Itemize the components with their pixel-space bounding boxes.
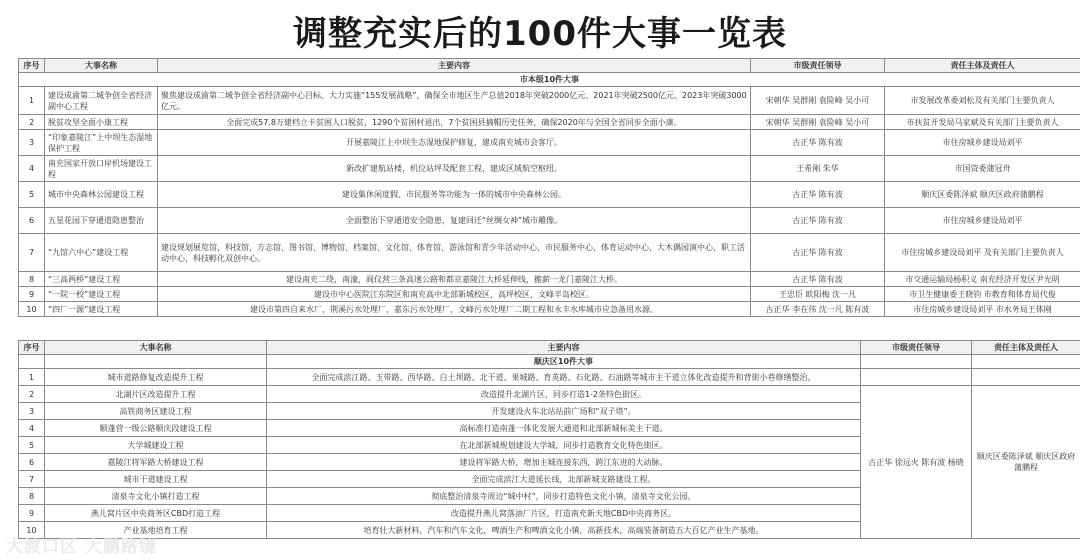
cell-leader: 古正华 陈有波 <box>751 182 885 208</box>
table-row <box>19 287 1080 302</box>
cell-owner: 市卫生健康委王晓钧 市教育和体育局代俊 <box>885 287 1080 302</box>
header-owner: 责任主体及责任人 <box>885 59 1080 73</box>
cell-content: 在北部新城规划建设大学城，同步打造教育文化特色街区。 <box>267 437 861 454</box>
cell-content: 开展嘉陵江上中坝生态湿地保护修复，建成南充城市会客厅。 <box>158 130 751 156</box>
cell-no: 2 <box>19 386 45 403</box>
district-leaders: 古正华 徐远火 陈有波 杨晓 <box>861 386 972 539</box>
cell-name: 城市道路修复改造提升工程 <box>45 369 267 386</box>
table-header-row <box>19 59 1080 73</box>
cell-name: 大学城建设工程 <box>45 437 267 454</box>
section-label: 市本级10件大事 <box>19 73 1080 87</box>
table-header-row <box>19 341 1080 355</box>
header-content: 主要内容 <box>158 59 751 73</box>
cell-name: 城市中央森林公园建设工程 <box>45 182 158 208</box>
cell-content: 建设将军路大桥，增加主城连接东西，跨江东进的大动脉。 <box>267 454 861 471</box>
table-row <box>19 234 1080 272</box>
section-label: 顺庆区10件大事 <box>267 355 861 369</box>
cell-name: “印象嘉陵江”上中坝生态湿地保护工程 <box>45 130 158 156</box>
cell-name: “四厂一源”建设工程 <box>45 302 158 317</box>
header-no: 序号 <box>19 59 45 73</box>
table-row <box>19 302 1080 317</box>
cell-owner: 市扶贫开发局马家斌及有关部门主要负责人 <box>885 115 1080 130</box>
cell-no: 3 <box>19 130 45 156</box>
header-name: 大事名称 <box>45 341 267 355</box>
table-row <box>19 386 1080 403</box>
cell-content: 建设市第四自来水厂，荆溪污水处理厂，嘉东污水处理厂，文峰污水处理厂二期工程和永丰水库城市应急备用水源。 <box>158 302 751 317</box>
cell-content: 聚焦建设成渝第二城争创全省经济副中心目标、大力实施“155发展战略”，确保全市地区生产总值2018年突破2000亿元、2021年突破2500亿元、2023年突破3000亿元。 <box>158 87 751 115</box>
table-row <box>19 130 1080 156</box>
cell-no: 7 <box>19 234 45 272</box>
cell-owner: 市住房城乡建设局刘平 <box>885 130 1080 156</box>
cell-content: 开发建设火车北站站前广场和“双子塔”。 <box>267 403 861 420</box>
cell-name: 嘉陵江将军路大桥建设工程 <box>45 454 267 471</box>
cell-name: 清泉寺文化小镇打造工程 <box>45 488 267 505</box>
cell-no: 9 <box>19 505 45 522</box>
cell-no: 7 <box>19 471 45 488</box>
table-row <box>19 369 1080 386</box>
cell-name: 脱贫攻坚全面小康工程 <box>45 115 158 130</box>
page-title: 调整充实后的100件大事一览表 <box>293 14 787 54</box>
header-name: 大事名称 <box>45 59 158 73</box>
cell-no: 6 <box>19 454 45 471</box>
cell-content: 高标准打造南蓬一体化发展大通道和北部新城标美主干道。 <box>267 420 861 437</box>
cell-leader: 宋朝华 吴群刚 袁险峰 吴小可 <box>751 115 885 130</box>
cell-no: 4 <box>19 420 45 437</box>
cell-no: 3 <box>19 403 45 420</box>
cell-content: 新改扩建航站楼，机位站坪及配套工程，建成区域航空枢纽。 <box>158 156 751 182</box>
cell-no: 1 <box>19 369 45 386</box>
cell-no: 6 <box>19 208 45 234</box>
cell-no: 1 <box>19 87 45 115</box>
cell-owner: 顺庆区委陈泽斌 顺庆区政府蒲鹏程 <box>885 182 1080 208</box>
cell-name: “一院一校”建设工程 <box>45 287 158 302</box>
cell-leader: 古正华 陈有波 <box>751 272 885 287</box>
cell-owner: 市住房城乡建设局刘平 <box>885 208 1080 234</box>
cell-leader: 王忠臣 欧阳梅 沈一凡 <box>751 287 885 302</box>
cell-content: 建设规划展览馆，科技馆，方志馆，图书馆，博物馆，档案馆，文化馆，体育馆，游泳馆和青少年活动中心，市民服务中心，体育运动中心，大木偶园演中心，职工活动中心，科技孵化双创中心。 <box>158 234 751 272</box>
cell-content: 全面完成57.8万建档立卡贫困人口脱贫，1290个贫困村退出，7个贫困县摘帽历史任务，确保2020年与全国全省同步全面小康。 <box>158 115 751 130</box>
cell-owner: 市发展改革委刘松及有关部门主要负责人 <box>885 87 1080 115</box>
cell-content: 建设集休闲度假、市民服务等功能为一体的城市中央森林公园。 <box>158 182 751 208</box>
cell-no: 8 <box>19 488 45 505</box>
cell-owner: 市交通运输局杨积义 南充经济开发区尹光明 <box>885 272 1080 287</box>
cell-owner: 市国资委蒲冠舟 <box>885 156 1080 182</box>
cell-name: 南充国家开放口岸机场建设工程 <box>45 156 158 182</box>
cell-name: 北湖片区改造提升工程 <box>45 386 267 403</box>
district-owner: 顺庆区委陈泽斌 顺庆区政府蒲鹏程 <box>972 386 1080 539</box>
cell-content: 全面整治下穿通道安全隐患，复建回迁“丝绸女神”城市雕像。 <box>158 208 751 234</box>
cell-leader: 古正华 陈有波 <box>751 208 885 234</box>
cell-leader: 古正华 陈有波 <box>751 234 885 272</box>
cell-no: 8 <box>19 272 45 287</box>
cell-name: “九馆六中心”建设工程 <box>45 234 158 272</box>
cell-content: 改造提升北湖片区，同步打造1-2条特色街区。 <box>267 386 861 403</box>
table-city-events <box>18 58 1080 317</box>
cell-name: 高铁商务区建设工程 <box>45 403 267 420</box>
cell-owner: 市住房城乡建设局刘平 市水务局王体刚 <box>885 302 1080 317</box>
table-row <box>19 182 1080 208</box>
cell-name: “三高两桥”建设工程 <box>45 272 158 287</box>
header-leader: 市级责任领导 <box>861 341 972 355</box>
table-row <box>19 87 1080 115</box>
header-no: 序号 <box>19 341 45 355</box>
cell-name: 五星花园下穿通道隐患整治 <box>45 208 158 234</box>
watermark: 大渡口区 大鹏路镜 <box>6 537 157 557</box>
section-row <box>19 355 1080 369</box>
cell-name: 顺蓬营一级公路顺庆段建设工程 <box>45 420 267 437</box>
cell-no: 10 <box>19 522 45 539</box>
cell-no: 10 <box>19 302 45 317</box>
cell-owner: 市住房城乡建设局刘平 及有关部门主要负责人 <box>885 234 1080 272</box>
cell-name: 城市干道建设工程 <box>45 471 267 488</box>
cell-content: 培育壮大新材料，汽车和汽车文化，啤酒生产和啤酒文化小镇，高新技术，高端装备制造五大百亿产业生产基地。 <box>267 522 861 539</box>
cell-content: 彻底整治清泉寺周边“城中村”，同步打造特色文化小镇，清泉寺文化公园。 <box>267 488 861 505</box>
table-row <box>19 115 1080 130</box>
cell-name: 燕儿窝片区中央商务区CBD打造工程 <box>45 505 267 522</box>
table-row <box>19 208 1080 234</box>
cell-leader: 古正华 陈有波 <box>751 130 885 156</box>
cell-name: 建设成渝第二城争创全省经济副中心工程 <box>45 87 158 115</box>
cell-no: 4 <box>19 156 45 182</box>
header-leader: 市级责任领导 <box>751 59 885 73</box>
header-content: 主要内容 <box>267 341 861 355</box>
table-row <box>19 272 1080 287</box>
cell-content: 全面完成滨江大道延长线，北部新城支路建设工程。 <box>267 471 861 488</box>
table-row <box>19 156 1080 182</box>
cell-content: 全面完成滨江路、玉带路、西华路、白土坝路、北干道、果城路、育英路、石化路、石油路等城市主干道立体化改造提升和背街小巷修缮整治。 <box>267 369 861 386</box>
cell-content: 改造提升燕儿窝落油厂片区，打造南充新天地CBD中央商务区。 <box>267 505 861 522</box>
cell-name: 产业基地培育工程 <box>45 522 267 539</box>
section-row <box>19 73 1080 87</box>
cell-leader: 王希刚 朱华 <box>751 156 885 182</box>
cell-content: 建设市中心医院江东院区和南充高中北部新城校区，高坪校区，文峰半岛校区。 <box>158 287 751 302</box>
table-district-events <box>18 340 1080 539</box>
cell-no: 9 <box>19 287 45 302</box>
cell-no: 5 <box>19 437 45 454</box>
header-owner: 责任主体及责任人 <box>972 341 1080 355</box>
cell-content: 建设南充二绕，南潼，阆仪营三条高速公路和都京嘉陵江大桥延伸线，搬薪一龙门嘉陵江大桥。 <box>158 272 751 287</box>
cell-leader: 古正华 李在伟 沈一凡 陈有波 <box>751 302 885 317</box>
cell-leader: 宋朝华 吴群刚 袁险峰 吴小可 <box>751 87 885 115</box>
cell-no: 5 <box>19 182 45 208</box>
cell-no: 2 <box>19 115 45 130</box>
